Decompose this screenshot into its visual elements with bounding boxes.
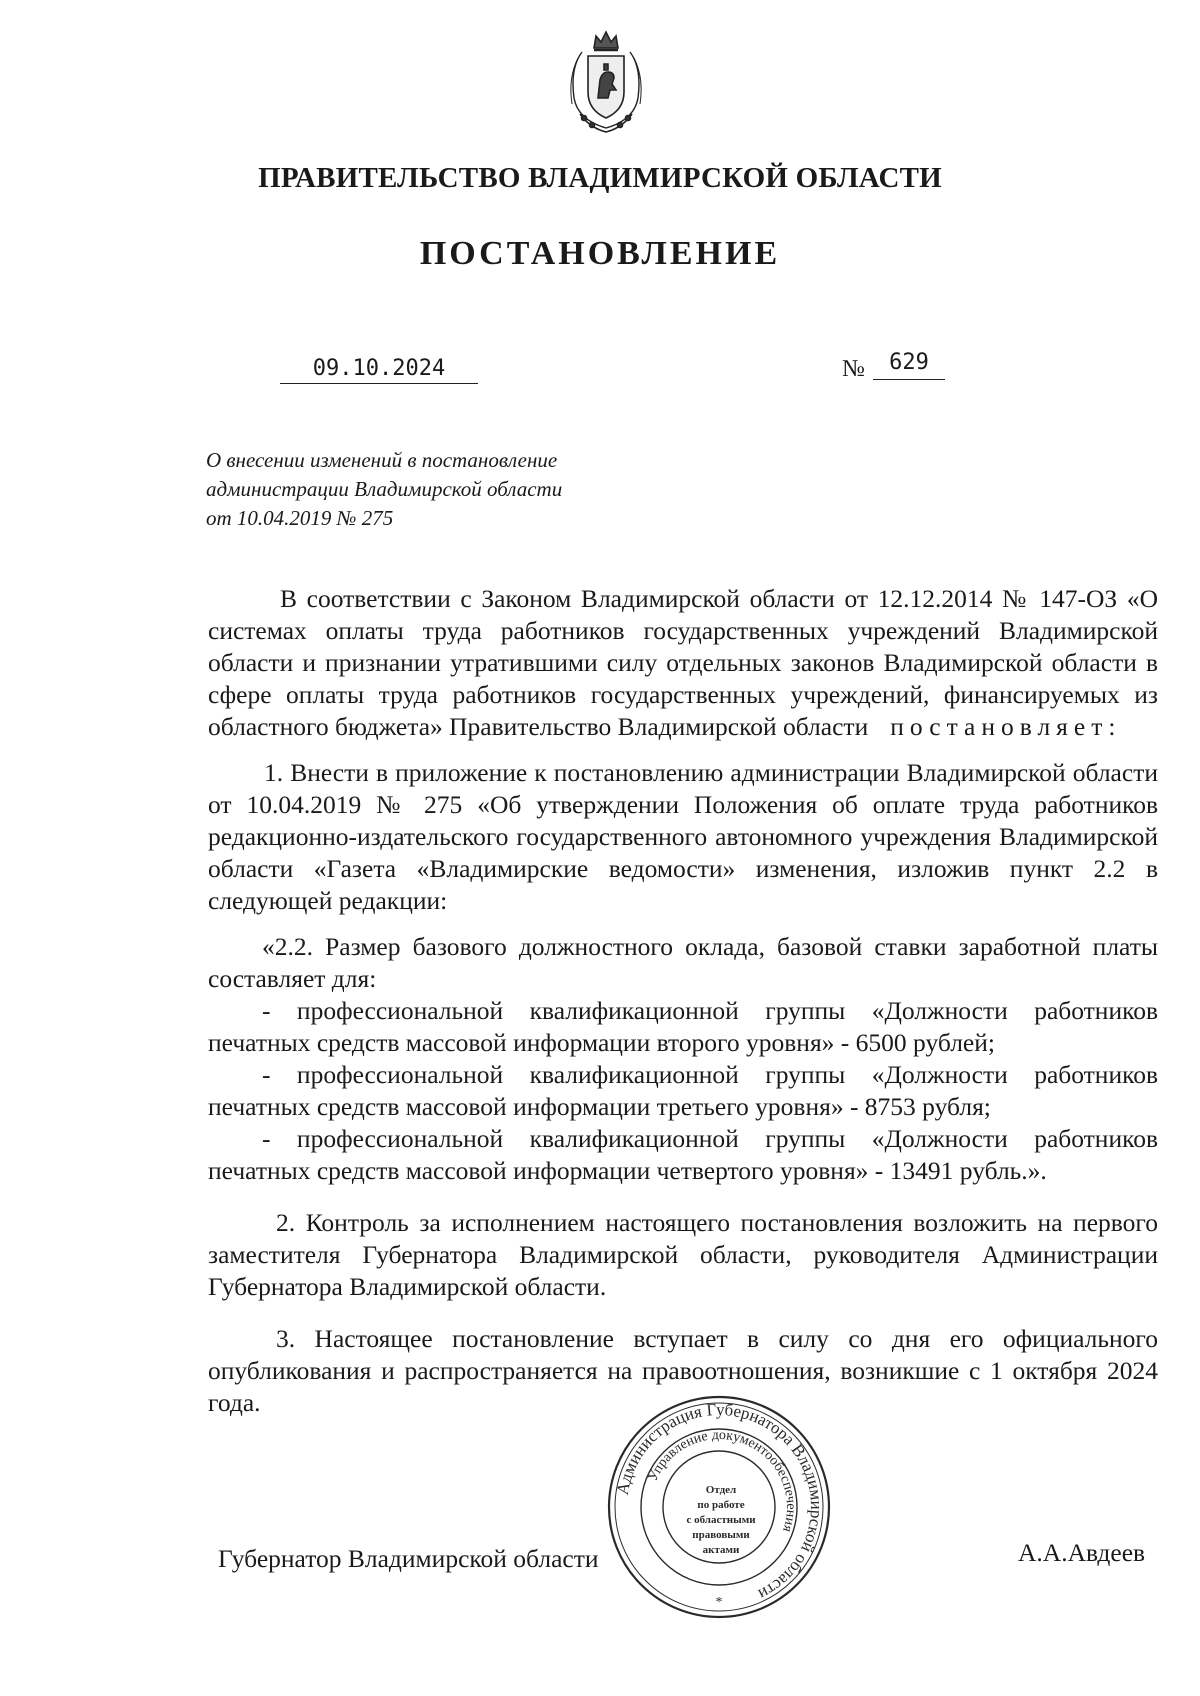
organization-name: ПРАВИТЕЛЬСТВО ВЛАДИМИРСКОЙ ОБЛАСТИ <box>258 162 942 194</box>
document-date: 09.10.2024 <box>280 356 478 384</box>
bullet-level-4: - профессиональной квалификационной группы «Должности работников печатных средств массовой информации четвертого уровня» - 13491 рубль.». <box>208 1124 1158 1185</box>
document-number: 629 <box>873 350 945 380</box>
resolves-text: постановляет: <box>890 712 1122 741</box>
stamp-center-line: Отдел <box>705 1484 737 1496</box>
coat-of-arms-icon <box>560 28 652 136</box>
number-sign: № <box>842 356 865 382</box>
subject-line: О внесении изменений в постановление <box>206 448 558 472</box>
document-type: ПОСТАНОВЛЕНИЕ <box>419 235 781 272</box>
item-1-paragraph: 1. Внести в приложение к постановлению администрации Владимирской области от 10.04.2019 № 275 «Об утверждении Положения об оплате труда работников редакционно-издательского государственного автономного учреждения Владимирской области «Газета «Владимирские ведомости» изменения, изложив пункт 2.2 в следующей редакции: <box>208 758 1158 915</box>
bullet-level-2: - профессиональной квалификационной группы «Должности работников печатных средств массовой информации второго уровня» - 6500 рублей; <box>208 996 1158 1057</box>
item-2-paragraph: 2. Контроль за исполнением настоящего постановления возложить на первого заместителя Губернатора Владимирской области, руководителя Администрации Губернатора Владимирской области. <box>208 1208 1158 1301</box>
stamp-center-line: правовыми <box>692 1529 750 1541</box>
document-subject <box>206 446 646 533</box>
signatory-position: Губернатор Владимирской области <box>218 1544 599 1573</box>
bullet-level-3: - профессиональной квалификационной группы «Должности работников печатных средств массовой информации третьего уровня» - 8753 рубля; <box>208 1060 1158 1121</box>
item-1-quote: «2.2. Размер базового должностного оклада, базовой ставки заработной платы составляет для: <box>208 932 1158 993</box>
stamp-center <box>684 1483 758 1558</box>
stamp-center-line: с областными <box>686 1514 756 1526</box>
stamp-center-line: по работе <box>697 1499 745 1511</box>
preamble-text: В соответствии с Законом Владимирской области от 12.12.2014 № 147-ОЗ «О системах оплаты труда работников государственных учреждений Владимирской области и признании утратившими силу отдельных законов Владимирской области в сфере оплаты труда работников государственных учреждений, финансируемых из областного бюджета» Правительство Владимирской области <box>208 584 1158 741</box>
subject-line: администрации Владимирской области <box>206 477 563 501</box>
document-body <box>208 583 1158 1419</box>
stamp-center-line: актами <box>702 1544 740 1556</box>
subject-line: от 10.04.2019 № 275 <box>206 506 394 530</box>
preamble-paragraph <box>208 583 1158 743</box>
svg-text:*: * <box>715 1595 723 1610</box>
stamp-outer-text: Администрация Губернатора Владимирской области <box>612 1399 827 1605</box>
signatory-name: А.А.Авдеев <box>1018 1538 1146 1567</box>
stamp-inner-text: Управление документообеспечения <box>645 1427 799 1534</box>
item-3-paragraph: 3. Настоящее постановление вступает в силу со дня его официального опубликования и распространяется на правоотношения, возникшие с 1 октября 2024 года. <box>208 1324 1158 1417</box>
